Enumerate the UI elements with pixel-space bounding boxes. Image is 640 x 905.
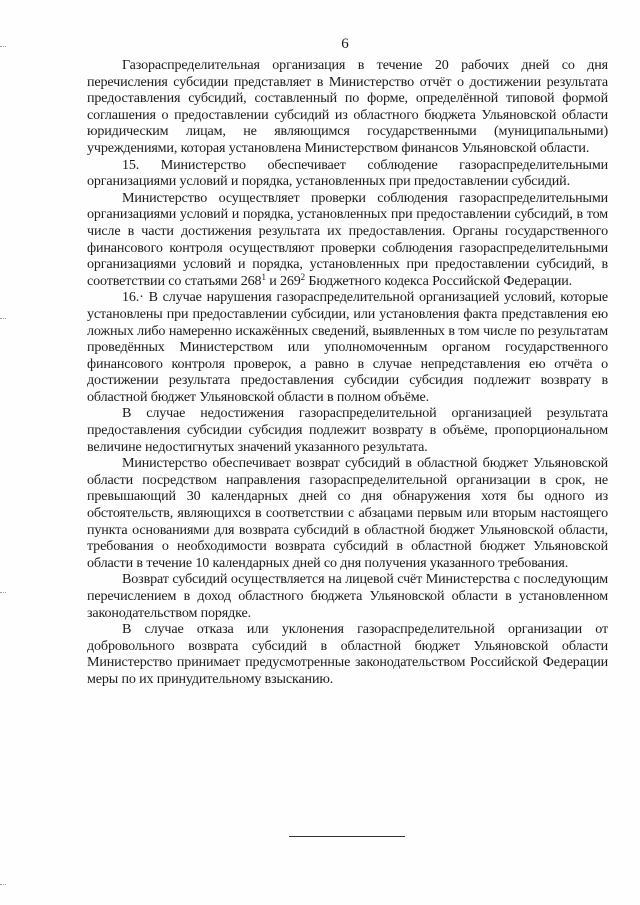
- scan-edge-mark: [0, 884, 6, 885]
- end-of-document-rule: [289, 836, 405, 837]
- page-number: 6: [341, 36, 349, 52]
- inspections-text-end: Бюджетного кодекса Российской Федерации.: [305, 272, 573, 289]
- paragraph-enforced-collection: В случае отказа или уклонения газораспределительной организации от добровольного возврата субсидий в областной бюджет Ульяновской области Министерство принимает предусмотренные законодательством Российской Федерации меры по их принудительному взысканию.: [87, 621, 608, 687]
- article-269-superscript: 2: [300, 271, 306, 282]
- document-body: [87, 57, 608, 688]
- paragraph-report-submission: Газораспределительная организация в течение 20 рабочих дней со дня перечисления субсидии представляет в Министерство отчёт о достижении результата предоставления субсидий, составленный по форме, определённой типовой формой соглашения о предоставлении субсидий из областного бюджета Ульяновской области юридическим лицам, не являющимся государственными (муниципальными) учреждениями, которая установлена Министерством финансов Ульяновской области.: [87, 57, 608, 156]
- paragraph-refund-procedure: Министерство обеспечивает возврат субсидий в областной бюджет Ульяновской области посредством направления газораспределительной организации в срок, не превышающий 30 календарных дней со дня обнаружения хотя бы одного из обстоятельств, являющихся в соответствии с абзацами первым или вторым настоящего пункта основаниями для возврата субсидий в областной бюджет Ульяновской области, требования о необходимости возврата субсидий в областной бюджет Ульяновской области в течение 10 календарных дней со дня получения указанного требования.: [87, 455, 608, 571]
- scan-edge-mark: [0, 46, 6, 47]
- paragraph-inspections: [87, 190, 608, 290]
- inspections-text-middle: и 269: [265, 272, 301, 289]
- scan-edge-mark: [0, 592, 6, 593]
- scan-edge-mark: [0, 318, 6, 319]
- paragraph-15-compliance: 15. Министерство обеспечивает соблюдение газораспределительными организациями условий и порядка, установленных при предоставлении субсидий.: [87, 156, 608, 190]
- paragraph-16-violation-refund: 16.· В случае нарушения газораспределительной организацией условий, которые установлены при предоставлении субсидии, или установления факта представления ею ложных либо намеренно искажённых сведений, выявленных в том числе по результатам проведённых Министерством или уполномоченным органом государственного финансового контроля проверок, а равно в случае непредставления ею отчёта о достижении результата предоставления субсидии субсидия подлежит возврату в областной бюджет Ульяновской области в полном объёме.: [87, 289, 608, 405]
- article-268-superscript: 1: [261, 271, 266, 282]
- paragraph-refund-account: Возврат субсидий осуществляется на лицевой счёт Министерства с последующим перечислением в доход областного бюджета Ульяновской области в установленном законодательством порядке.: [87, 571, 608, 621]
- paragraph-proportional-refund: В случае недостижения газораспределительной организацией результата предоставления субсидии субсидия подлежит возврату в объёме, пропорциональном величине недостигнутых значений указанного результата.: [87, 405, 608, 455]
- inspections-text-start: Министерство осуществляет проверки соблюдения газораспределительными организациями условий и порядка, установленных при предоставлении субсидий, в том числе в части достижения результата их предоставления. Органы государственного финансового контроля осуществляют проверки соблюдения газораспределительными организациями условий и порядка, установленных при предоставлении субсидий, в соответствии со статьями 268: [87, 189, 608, 289]
